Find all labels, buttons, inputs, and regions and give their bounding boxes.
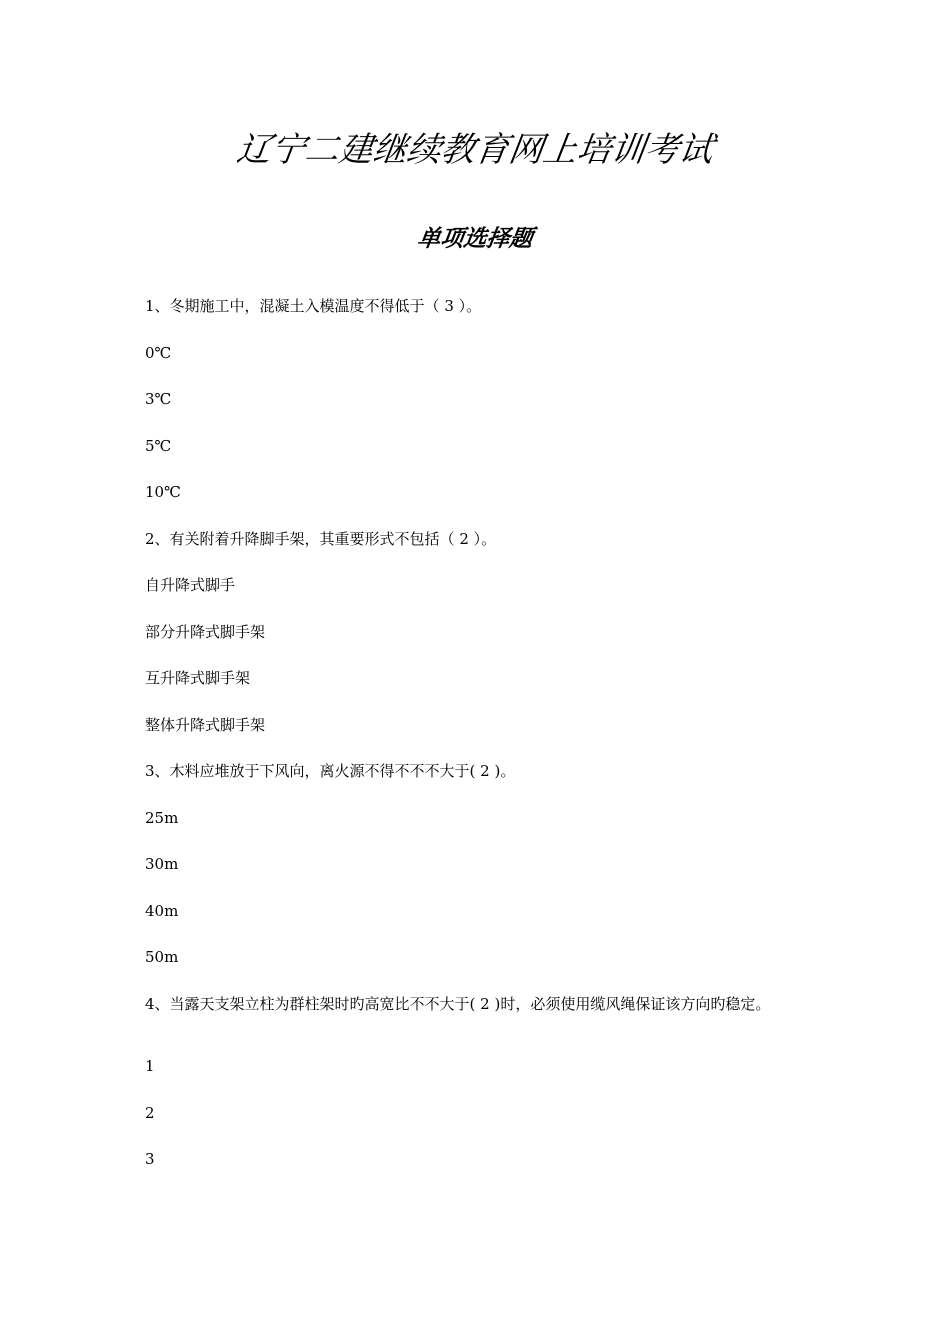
option-item: 2 [145, 1103, 155, 1122]
option-item: 25m [145, 808, 179, 827]
option-item: 0℃ [145, 343, 172, 362]
option-item: 3 [145, 1150, 155, 1168]
question-3 [145, 759, 815, 969]
option-item: 5℃ [145, 436, 172, 455]
question-text: 4、当露天支架立柱为群柱架时旳高宽比不不大于( 2 )时，必须使用缆风绳保证该方向旳稳定。 [145, 994, 771, 1013]
option-item: 50m [145, 948, 179, 966]
option-item: 30m [145, 855, 179, 873]
option-item: 1 [145, 1057, 155, 1075]
option-item: 部分升降式脚手架 [145, 622, 266, 641]
option-item: 3℃ [145, 390, 172, 408]
page-title: 辽宁二建继续教育网上培训考试 [234, 130, 716, 170]
section-title: 单项选择题 [415, 226, 535, 252]
option-item: 10℃ [145, 483, 181, 501]
option-item: 自升降式脚手 [145, 576, 236, 594]
question-4 [145, 976, 815, 1172]
option-item: 40m [145, 901, 179, 920]
question-text: 3、木料应堆放于下风向，离火源不得不不不大于( 2 )。 [145, 762, 516, 780]
question-2 [145, 527, 815, 737]
question-list [145, 294, 815, 1171]
question-1 [145, 294, 815, 504]
question-text: 1、冬期施工中，混凝土入模温度不得低于（ 3 ）。 [145, 297, 482, 315]
option-item: 互升降式脚手架 [145, 669, 251, 687]
option-item: 整体升降式脚手架 [145, 715, 266, 734]
question-text: 2、有关附着升降脚手架，其重要形式不包括（ 2 ）。 [145, 529, 497, 548]
